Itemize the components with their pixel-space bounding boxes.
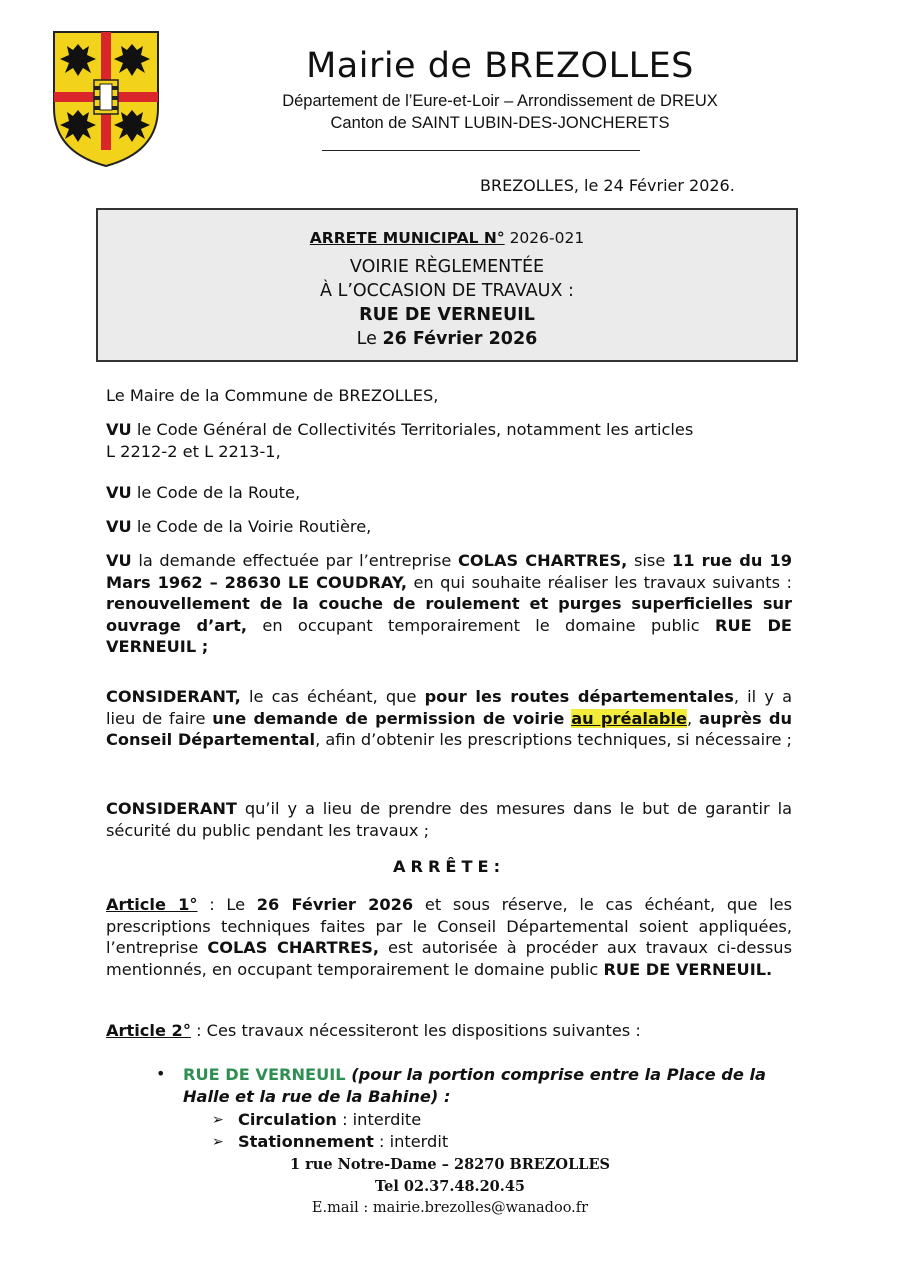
department-line: Département de l’Eure-et-Loir – Arrondissement de DREUX — [282, 92, 718, 110]
decree-title-box — [96, 208, 798, 362]
arrete-heading: ARRÊTE: — [392, 857, 506, 876]
decree-street: RUE DE VERNEUIL — [359, 305, 535, 325]
considerant-2-paragraph: CONSIDERANT qu’il y a lieu de prendre des mesures dans le but de garantir la sécurité du public pendant les travaux ; — [106, 799, 792, 840]
considerant-1-paragraph: CONSIDERANT, le cas échéant, que pour les routes départementales, il y a lieu de faire une demande de permission de voirie au préalable, auprès du Conseil Départemental, afin d’obtenir les prescriptions techniques, si nécessaire ; — [106, 687, 793, 749]
vu-collectivites-paragraph: VU le Code Général de Collectivités Territoriales, notamment les articles L 2212-2 et L 2213-1, — [106, 420, 694, 461]
footer-phone: Tel 02.37.48.20.45 — [375, 1178, 525, 1195]
decree-line-1: VOIRIE RÈGLEMENTÉE — [349, 257, 545, 277]
brezolles-coat-of-arms-logo — [52, 30, 160, 168]
arrow-bullet-icon: ➢ — [212, 1134, 224, 1150]
stationnement-item: Stationnement : interdit — [238, 1132, 449, 1151]
page-title: Mairie de BREZOLLES — [306, 46, 694, 86]
footer-email: E.mail : mairie.brezolles@wanadoo.fr — [311, 1200, 589, 1216]
bullet-street-item: RUE DE VERNEUIL (pour la portion comprise entre la Place de la Halle et la rue de la Bahine) : — [183, 1065, 766, 1106]
header-divider — [322, 150, 640, 151]
circulation-item: Circulation : interdite — [238, 1110, 422, 1129]
vu-demande-paragraph: VU la demande effectuée par l’entreprise COLAS CHARTRES, sise 11 rue du 19 Mars 1962 – 28630 LE COUDRAY, en qui souhaite réaliser les travaux suivants : renouvellement de la couche de roulement et purges superficielles sur ouvrage d’art, en occupant temporairement le domaine public RUE DE VERNEUIL ; — [106, 551, 792, 656]
footer-address: 1 rue Notre-Dame – 28270 BREZOLLES — [290, 1156, 610, 1173]
highlighted-text: au préalable — [571, 708, 687, 728]
arrow-bullet-icon: ➢ — [212, 1112, 224, 1128]
intro-paragraph: Le Maire de la Commune de BREZOLLES, — [106, 386, 439, 405]
vu-voirie-paragraph: VU le Code de la Voirie Routière, — [106, 517, 372, 536]
article-1-paragraph: Article 1° : Le 26 Février 2026 et sous réserve, le cas échéant, que les prescriptions techniques faites par le Conseil Départemental soient appliquées, l’entreprise COLAS CHARTRES, est autorisée à procéder aux travaux ci-dessus mentionnés, en occupant temporairement le domaine public RUE DE VERNEUIL. — [106, 895, 792, 979]
decree-date: Le 26 Février 2026 — [356, 329, 538, 349]
decree-reference: ARRETE MUNICIPAL N° 2026-021 — [309, 229, 585, 247]
vu-route-paragraph: VU le Code de la Route, — [106, 483, 301, 502]
decree-line-2: À L’OCCASION DE TRAVAUX : — [320, 281, 574, 301]
canton-line: Canton de SAINT LUBIN-DES-JONCHERETS — [330, 114, 670, 132]
article-2-paragraph: Article 2° : Ces travaux nécessiteront les dispositions suivantes : — [106, 1021, 641, 1040]
bullet-marker: • — [156, 1064, 166, 1083]
place-date: BREZOLLES, le 24 Février 2026. — [480, 176, 735, 195]
